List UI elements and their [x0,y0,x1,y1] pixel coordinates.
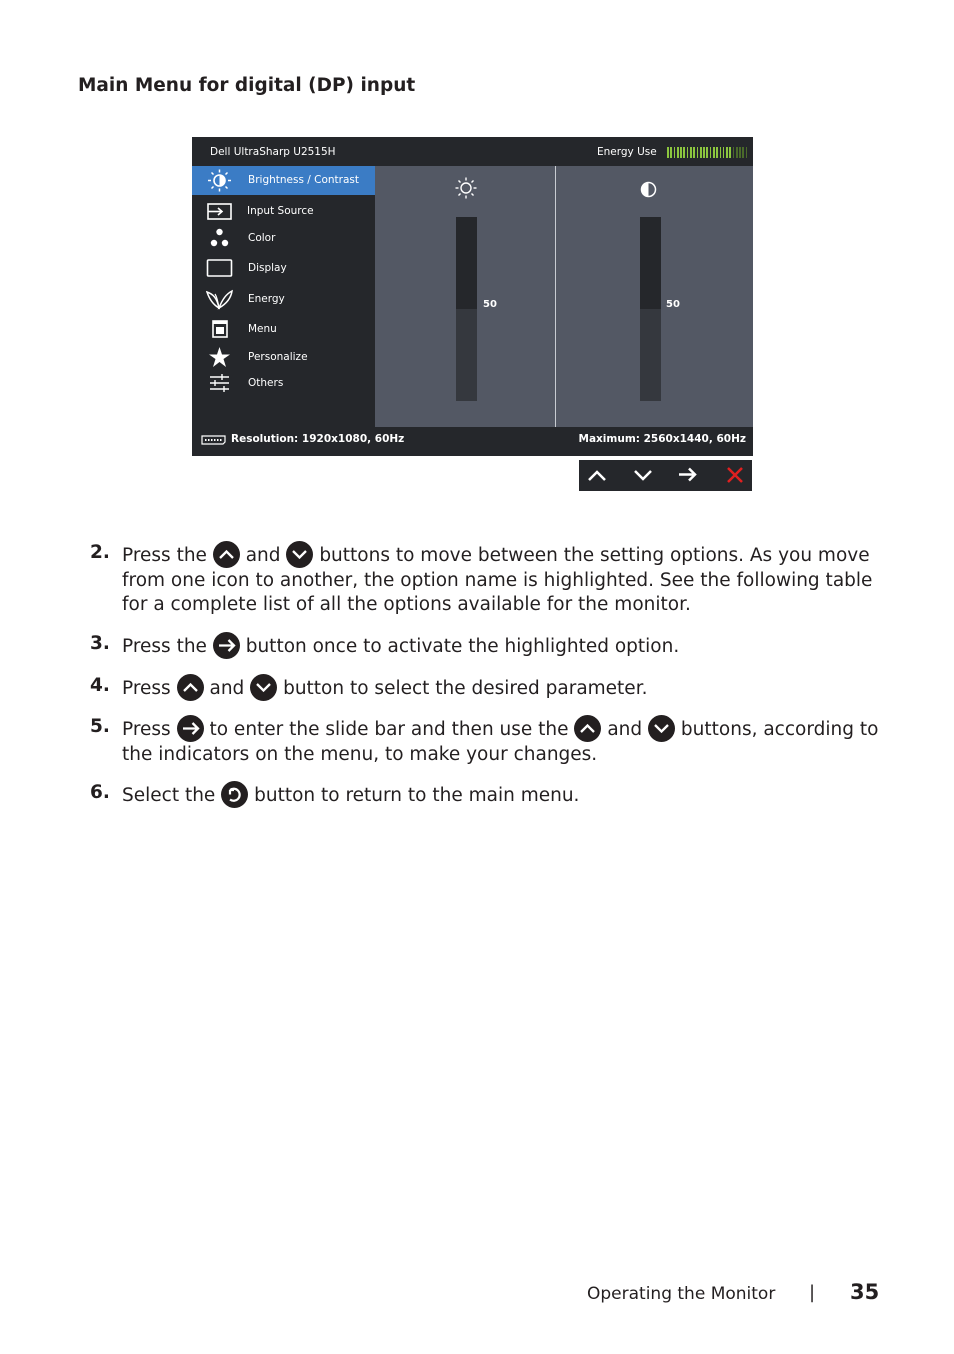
down-button-icon [286,541,313,568]
contrast-icon [640,181,657,198]
step-text-part: Press [122,678,171,699]
energy-bar-segment [723,147,725,158]
down-button-icon [250,674,277,701]
step-text-part: to enter the slide bar and then use the [209,719,569,740]
energy-icon [206,288,233,311]
back-button-icon [221,781,248,808]
menu-item-label: Color [248,232,276,244]
menu-item-others[interactable] [192,369,375,398]
maximum-resolution: Maximum: 2560x1440, 60Hz [578,433,746,445]
down-icon[interactable] [622,460,665,491]
menu-item-energy[interactable] [192,285,375,314]
step-text [122,674,882,702]
step-text-part: Select the [122,785,216,806]
osd-title: Dell UltraSharp U2515H [210,146,336,158]
current-resolution: Resolution: 1920x1080, 60Hz [231,433,405,445]
menu-item-display[interactable] [192,254,375,283]
energy-bar-segment [693,147,695,158]
energy-bar-segment [667,147,669,158]
up-button-icon [213,541,240,568]
energy-bar-segment [703,147,705,158]
right-arrow-button-icon [177,715,204,742]
energy-bar-segment [736,147,738,158]
energy-bar-segment [716,147,718,158]
menu-item-label: Input Source [247,205,314,217]
right-arrow-button-icon [213,632,240,659]
osd-footer [192,427,753,456]
contrast-slider[interactable] [640,217,661,401]
step-number: 2. [90,542,110,563]
menu-item-brightness-contrast[interactable] [192,166,375,195]
step-number: 3. [90,633,110,654]
menu-item-label: Others [248,377,284,389]
energy-bar-segment [680,147,682,158]
brightness-contrast-icon [206,169,233,192]
step-text [122,541,882,618]
brightness-value: 50 [483,299,497,310]
step-text-part: Press the [122,636,207,657]
energy-bar-segment [729,147,731,158]
brightness-icon [455,177,477,199]
color-icon [206,227,233,250]
menu-item-label: Display [248,262,287,274]
brightness-slider-empty [456,217,477,309]
brightness-panel [375,166,555,427]
energy-bar-segment [713,147,715,158]
contrast-panel [556,166,753,427]
energy-bar-segment [742,147,744,158]
osd-header [192,137,753,166]
energy-bar-segment [690,147,692,158]
contrast-slider-empty [640,217,661,309]
menu-item-menu[interactable] [192,315,375,344]
close-icon[interactable] [709,460,752,491]
menu-icon [206,318,233,341]
up-icon[interactable] [579,460,622,491]
step-text-part: Press the [122,545,207,566]
contrast-value: 50 [666,299,680,310]
energy-bar-segment [710,147,712,158]
brightness-slider[interactable] [456,217,477,401]
step-text-part: button to select the desired parameter. [283,678,648,699]
energy-bar-segment [674,147,676,158]
button-guide [579,460,752,491]
menu-item-input-source[interactable] [192,197,375,226]
step-text-part: and [209,678,245,699]
osd-menu [192,137,753,456]
menu-item-color[interactable] [192,224,375,253]
energy-bar-segment [677,147,679,158]
step-text-part: and [245,545,281,566]
energy-bar-segment [746,147,748,158]
step-text-part: buttons, according to the indicators on the menu, to make your changes. [122,719,879,765]
step-text-part: button once to activate the highlighted option. [245,636,680,657]
section-heading: Main Menu for digital (DP) input [78,75,416,96]
step-text [122,632,882,660]
up-button-icon [574,715,601,742]
energy-bar-segment [697,147,699,158]
up-button-icon [177,674,204,701]
menu-item-personalize[interactable] [192,343,375,372]
menu-item-label: Brightness / Contrast [248,174,360,186]
menu-item-label: Energy [248,293,285,305]
step-text-part: Press [122,719,171,740]
sliders-icon [206,372,233,395]
energy-use-label: Energy Use [597,146,657,158]
step-number: 5. [90,716,110,737]
step-text-part: and [607,719,643,740]
step-number: 6. [90,782,110,803]
footer-section-title: Operating the Monitor [587,1284,776,1304]
down-button-icon [648,715,675,742]
step-number: 4. [90,675,110,696]
energy-bar-segment [687,147,689,158]
energy-bar-segment [720,147,722,158]
osd-main-menu [192,166,375,427]
menu-item-label: Menu [248,323,277,335]
energy-use-meter [667,147,751,158]
energy-bar-segment [726,147,728,158]
energy-bar-segment [670,147,672,158]
energy-bar-segment [700,147,702,158]
step-text-part: buttons to move between the setting options. As you move from one icon to another, the option name is highlighted. See the following table for a complete list of all the options available for the monitor. [122,545,873,615]
right-arrow-icon[interactable] [665,460,708,491]
input-source-icon [206,200,233,223]
energy-bar-segment [706,147,708,158]
energy-bar-segment [683,147,685,158]
menu-item-label: Personalize [248,351,308,363]
energy-bar-segment [739,147,741,158]
energy-bar-segment [733,147,735,158]
star-icon [206,346,233,369]
footer-separator: | [809,1282,816,1303]
page-number: 35 [850,1280,880,1304]
step-text [122,715,882,767]
step-text-part: button to return to the main menu. [254,785,580,806]
displayport-connector-icon [201,435,226,445]
display-icon [206,257,233,280]
step-text [122,781,882,809]
